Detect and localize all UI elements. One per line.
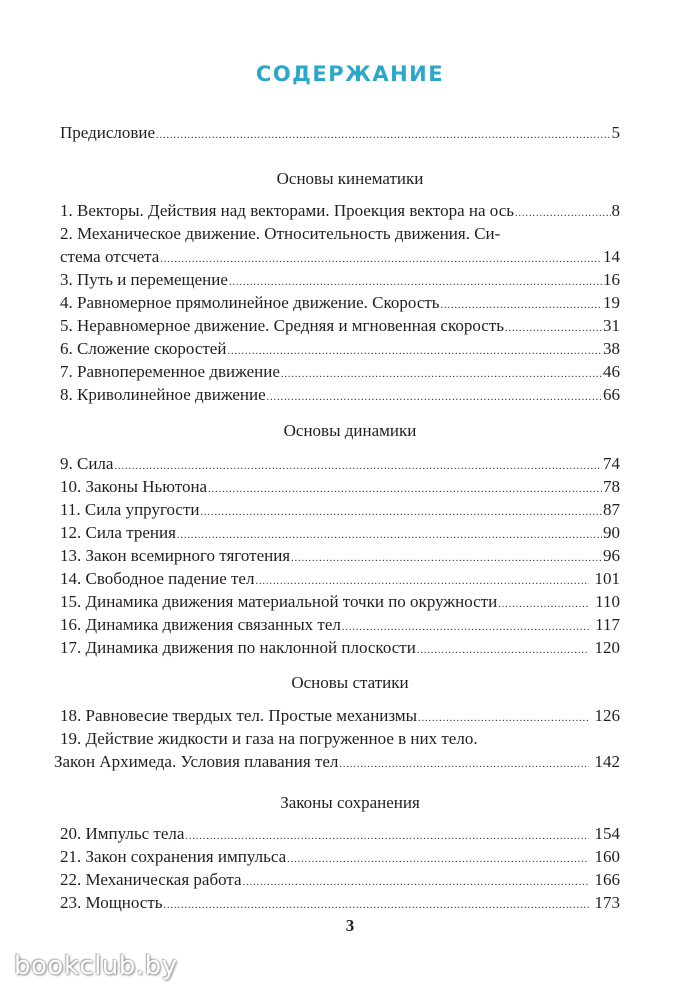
toc-entry-label-continued: Закон Архимеда. Условия плавания тел [54, 752, 339, 771]
toc-entry-label: 12. Сила трения [60, 523, 176, 542]
watermark: bookclub.by [14, 951, 178, 981]
toc-entry[interactable] [60, 475, 620, 498]
toc-entry-label: 1. Векторы. Действия над векторами. Проекция вектора на ось [60, 201, 514, 220]
toc-entry[interactable] [60, 845, 620, 868]
toc-entry[interactable] [60, 360, 620, 383]
toc-entry-label: 15. Динамика движения материальной точки по окружности [60, 592, 498, 611]
toc-entry-page: 142 [594, 752, 620, 771]
toc-entry[interactable] [60, 314, 620, 337]
toc-entry[interactable] [60, 590, 620, 613]
section-heading-conservation-laws: Законы сохранения [280, 793, 420, 812]
toc-entry-page: 8 [611, 201, 620, 220]
toc-entry-page: 74 [603, 454, 620, 473]
toc-entry-page: 31 [603, 316, 620, 335]
toc-entry-label: 4. Равномерное прямолинейное движение. Скорость [60, 293, 440, 312]
toc-entry-page: 5 [611, 123, 620, 142]
toc-section-conservation [60, 822, 620, 914]
toc-entry[interactable] [60, 199, 620, 222]
toc-entry-label: Предисловие [60, 123, 156, 142]
toc-entry[interactable] [60, 268, 620, 291]
toc-entry[interactable] [60, 383, 620, 406]
toc-entry[interactable] [60, 245, 620, 268]
toc-entry-page: 126 [594, 706, 620, 725]
toc-preface [60, 121, 620, 144]
toc-entry-label: 6. Сложение скоростей [60, 339, 227, 358]
section-heading-dynamics: Основы динамики [283, 421, 417, 440]
toc-entry-page: 166 [594, 870, 620, 889]
leader-dots [164, 891, 589, 917]
toc-section-kinematics [60, 199, 620, 406]
toc-entry[interactable] [60, 544, 620, 567]
toc-entry-page: 38 [603, 339, 620, 358]
toc-entry-label: 18. Равновесие твердых тел. Простые механизмы [60, 706, 418, 725]
toc-entry-label: 22. Механическая работа [60, 870, 242, 889]
section-heading-kinematics: Основы кинематики [276, 169, 424, 188]
toc-entry-page: 16 [603, 270, 620, 289]
toc-entry-label: 20. Импульс тела [60, 824, 185, 843]
section-heading-statics: Основы статики [291, 673, 409, 692]
leader-dots [339, 750, 589, 776]
toc-entry-page: 90 [603, 523, 620, 542]
toc-entry-label: 13. Закон всемирного тяготения [60, 546, 291, 565]
toc-entry-label: 2. Механическое движение. Относительность движения. Си- [60, 224, 501, 243]
toc-entry-label: 23. Мощность [60, 893, 163, 912]
page-number: 3 [345, 916, 355, 935]
toc-entry-label: 16. Динамика движения связанных тел [60, 615, 341, 634]
toc-entry-page: 110 [595, 592, 620, 611]
toc-entry[interactable] [60, 521, 620, 544]
toc-entry-label: 3. Путь и перемещение [60, 270, 228, 289]
leader-dots [156, 121, 610, 147]
toc-entry-page: 19 [603, 293, 620, 312]
toc-entry[interactable] [60, 822, 620, 845]
toc-entry[interactable] [60, 613, 620, 636]
leader-dots [417, 636, 589, 662]
toc-entry[interactable] [60, 337, 620, 360]
toc-entry[interactable] [60, 868, 620, 891]
toc-section-statics [54, 704, 620, 773]
toc-section-dynamics [60, 452, 620, 659]
toc-entry-label-continued: стема отсчета [60, 247, 160, 266]
toc-entry[interactable] [60, 452, 620, 475]
toc-entry[interactable] [54, 750, 620, 773]
toc-entry-label: 11. Сила упругости [60, 500, 200, 519]
toc-entry-page: 120 [594, 638, 620, 657]
toc-entry-label: 21. Закон сохранения импульса [60, 847, 287, 866]
toc-entry-page: 160 [594, 847, 620, 866]
leader-dots [267, 383, 602, 409]
toc-entry-page: 78 [603, 477, 620, 496]
toc-entry-label: 5. Неравномерное движение. Средняя и мгновенная скорость [60, 316, 505, 335]
toc-entry-page: 46 [603, 362, 620, 381]
toc-entry-label: 8. Криволинейное движение [60, 385, 266, 404]
page-title: СОДЕРЖАНИЕ [255, 62, 445, 86]
toc-entry-label: 14. Свободное падение тел [60, 569, 255, 588]
toc-entry[interactable] [60, 498, 620, 521]
toc-entry-page: 154 [594, 824, 620, 843]
toc-entry-page: 87 [603, 500, 620, 519]
toc-entry-label: 17. Динамика движения по наклонной плоскости [60, 638, 416, 657]
toc-entry-page: 14 [603, 247, 620, 266]
leader-dots [515, 199, 611, 225]
toc-entry[interactable] [60, 891, 620, 914]
toc-entry-page: 96 [603, 546, 620, 565]
toc-entry[interactable] [60, 636, 620, 659]
toc-entry-label: 9. Сила [60, 454, 114, 473]
toc-entry-label: 10. Законы Ньютона [60, 477, 208, 496]
toc-entry-page: 101 [594, 569, 620, 588]
toc-entry-page: 66 [603, 385, 620, 404]
toc-entry[interactable] [60, 567, 620, 590]
toc-entry[interactable] [60, 121, 620, 144]
toc-entry-label: 7. Равнопеременное движение [60, 362, 280, 381]
toc-entry[interactable] [60, 291, 620, 314]
toc-entry-label: 19. Действие жидкости и газа на погруженное в них тело. [60, 729, 478, 748]
toc-entry-page: 173 [594, 893, 620, 912]
toc-entry-page: 117 [595, 615, 620, 634]
toc-entry[interactable] [60, 704, 620, 727]
